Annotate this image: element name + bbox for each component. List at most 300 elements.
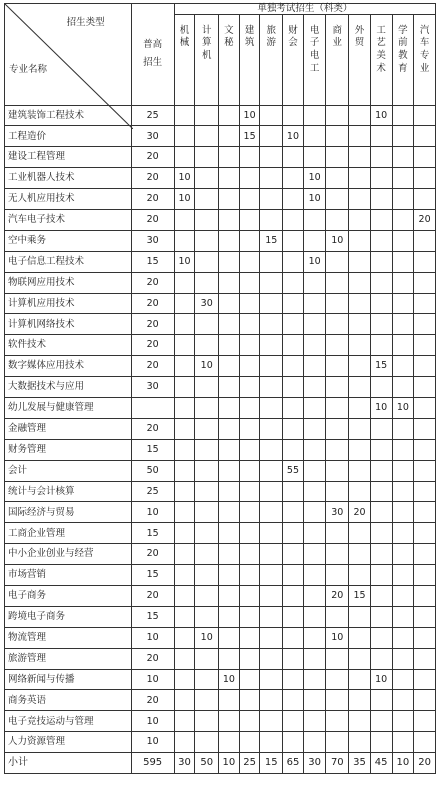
quota-cell bbox=[349, 544, 371, 565]
quota-cell: 10 bbox=[174, 251, 195, 272]
quota-cell bbox=[370, 481, 392, 502]
quota-cell: 10 bbox=[239, 105, 260, 126]
quota-cell bbox=[326, 377, 349, 398]
quota-cell bbox=[303, 397, 326, 418]
table-row bbox=[5, 648, 436, 669]
quota-cell bbox=[326, 356, 349, 377]
quota-cell bbox=[392, 585, 414, 606]
quota-cell bbox=[414, 293, 436, 314]
major-name-cell: 建设工程管理 bbox=[5, 147, 132, 168]
quota-cell bbox=[174, 565, 195, 586]
quota-cell bbox=[370, 251, 392, 272]
table-row bbox=[5, 335, 436, 356]
quota-cell bbox=[219, 418, 240, 439]
quota-cell bbox=[349, 732, 371, 753]
quota-cell bbox=[414, 669, 436, 690]
quota-cell bbox=[283, 585, 304, 606]
quota-cell bbox=[414, 251, 436, 272]
table-row bbox=[5, 314, 436, 335]
major-name-cell: 商务英语 bbox=[5, 690, 132, 711]
quota-cell bbox=[239, 711, 260, 732]
table-body bbox=[5, 105, 436, 774]
quota-cell bbox=[370, 230, 392, 251]
quota-cell bbox=[392, 669, 414, 690]
quota-cell bbox=[414, 544, 436, 565]
quota-cell: 30 bbox=[326, 502, 349, 523]
quota-cell bbox=[414, 690, 436, 711]
quota-cell bbox=[174, 544, 195, 565]
quota-cell bbox=[174, 397, 195, 418]
quota-cell bbox=[174, 230, 195, 251]
quota-cell: 10 bbox=[370, 105, 392, 126]
quota-cell bbox=[174, 377, 195, 398]
quota-cell bbox=[303, 523, 326, 544]
quota-cell bbox=[349, 168, 371, 189]
quota-cell bbox=[349, 439, 371, 460]
quota-cell bbox=[283, 565, 304, 586]
major-name-cell: 电子竞技运动与管理 bbox=[5, 711, 132, 732]
general-exam-cell bbox=[131, 397, 174, 418]
quota-cell bbox=[283, 627, 304, 648]
quota-cell bbox=[283, 314, 304, 335]
quota-cell bbox=[174, 209, 195, 230]
table-row bbox=[5, 209, 436, 230]
general-exam-cell: 20 bbox=[131, 314, 174, 335]
quota-cell bbox=[349, 648, 371, 669]
quota-cell bbox=[260, 732, 283, 753]
major-name-cell: 金融管理 bbox=[5, 418, 132, 439]
table-row bbox=[5, 690, 436, 711]
subcategory-header: 外 贸 bbox=[349, 14, 371, 105]
quota-cell bbox=[260, 711, 283, 732]
quota-cell bbox=[326, 648, 349, 669]
quota-cell bbox=[195, 418, 219, 439]
major-name-cell: 物流管理 bbox=[5, 627, 132, 648]
quota-cell bbox=[326, 711, 349, 732]
quota-cell bbox=[326, 669, 349, 690]
quota-cell bbox=[414, 168, 436, 189]
quota-cell bbox=[219, 209, 240, 230]
quota-cell bbox=[283, 147, 304, 168]
quota-cell bbox=[219, 460, 240, 481]
quota-cell bbox=[195, 147, 219, 168]
quota-cell bbox=[370, 189, 392, 210]
quota-cell bbox=[326, 105, 349, 126]
general-exam-cell: 25 bbox=[131, 481, 174, 502]
major-name-cell: 旅游管理 bbox=[5, 648, 132, 669]
quota-cell bbox=[260, 481, 283, 502]
quota-cell bbox=[260, 502, 283, 523]
quota-cell bbox=[349, 711, 371, 732]
quota-cell bbox=[195, 585, 219, 606]
quota-cell bbox=[283, 335, 304, 356]
subcategory-header: 旅 游 bbox=[260, 14, 283, 105]
quota-cell bbox=[283, 105, 304, 126]
general-exam-cell: 20 bbox=[131, 209, 174, 230]
quota-cell bbox=[174, 585, 195, 606]
quota-cell bbox=[370, 606, 392, 627]
major-name-cell: 人力资源管理 bbox=[5, 732, 132, 753]
major-name-cell: 跨境电子商务 bbox=[5, 606, 132, 627]
quota-cell bbox=[283, 690, 304, 711]
quota-cell bbox=[260, 460, 283, 481]
major-name-cell: 计算机应用技术 bbox=[5, 293, 132, 314]
quota-cell bbox=[219, 272, 240, 293]
quota-cell bbox=[283, 606, 304, 627]
quota-cell bbox=[414, 565, 436, 586]
table-row bbox=[5, 251, 436, 272]
quota-cell bbox=[414, 230, 436, 251]
quota-cell bbox=[414, 126, 436, 147]
subcategory-header: 学 前 教 育 bbox=[392, 14, 414, 105]
quota-cell bbox=[283, 230, 304, 251]
quota-cell bbox=[370, 126, 392, 147]
quota-cell bbox=[195, 502, 219, 523]
quota-cell bbox=[370, 460, 392, 481]
quota-cell bbox=[349, 523, 371, 544]
major-name-cell: 空中乘务 bbox=[5, 230, 132, 251]
quota-cell bbox=[260, 335, 283, 356]
quota-cell bbox=[349, 627, 371, 648]
quota-cell bbox=[326, 272, 349, 293]
quota-cell bbox=[303, 690, 326, 711]
quota-cell bbox=[195, 397, 219, 418]
table-row bbox=[5, 606, 436, 627]
quota-cell bbox=[370, 627, 392, 648]
quota-cell bbox=[326, 209, 349, 230]
quota-cell: 10 bbox=[326, 230, 349, 251]
quota-cell bbox=[239, 690, 260, 711]
quota-cell bbox=[349, 126, 371, 147]
quota-cell bbox=[392, 648, 414, 669]
general-exam-cell: 30 bbox=[131, 377, 174, 398]
quota-cell bbox=[283, 669, 304, 690]
quota-cell bbox=[303, 377, 326, 398]
quota-cell bbox=[260, 189, 283, 210]
quota-cell bbox=[239, 272, 260, 293]
quota-cell bbox=[370, 732, 392, 753]
quota-cell bbox=[219, 168, 240, 189]
quota-cell bbox=[260, 168, 283, 189]
quota-cell bbox=[349, 189, 371, 210]
table-row bbox=[5, 460, 436, 481]
quota-cell bbox=[219, 439, 240, 460]
general-exam-cell: 15 bbox=[131, 606, 174, 627]
quota-cell bbox=[326, 690, 349, 711]
quota-cell bbox=[174, 105, 195, 126]
quota-cell bbox=[303, 460, 326, 481]
quota-cell bbox=[219, 544, 240, 565]
subcategory-header: 电 子 电 工 bbox=[303, 14, 326, 105]
major-name-cell: 计算机网络技术 bbox=[5, 314, 132, 335]
quota-cell bbox=[219, 711, 240, 732]
quota-cell bbox=[174, 502, 195, 523]
enrollment-table-container bbox=[4, 3, 436, 774]
quota-cell bbox=[370, 314, 392, 335]
quota-cell bbox=[303, 481, 326, 502]
quota-cell bbox=[283, 272, 304, 293]
quota-cell bbox=[392, 502, 414, 523]
subcategory-header: 建 筑 bbox=[239, 14, 260, 105]
diagonal-header-cell bbox=[5, 4, 132, 106]
quota-cell bbox=[260, 606, 283, 627]
quota-cell bbox=[195, 606, 219, 627]
general-exam-cell: 20 bbox=[131, 648, 174, 669]
major-name-cell: 工程造价 bbox=[5, 126, 132, 147]
subcategory-header: 汽 车 专 业 bbox=[414, 14, 436, 105]
quota-cell bbox=[219, 251, 240, 272]
table-row bbox=[5, 293, 436, 314]
quota-cell bbox=[303, 502, 326, 523]
quota-cell bbox=[303, 230, 326, 251]
quota-cell bbox=[239, 481, 260, 502]
quota-cell: 55 bbox=[283, 460, 304, 481]
quota-cell bbox=[239, 209, 260, 230]
quota-cell bbox=[326, 439, 349, 460]
quota-cell bbox=[260, 377, 283, 398]
table-row bbox=[5, 418, 436, 439]
major-name-cell: 软件技术 bbox=[5, 335, 132, 356]
quota-cell: 10 bbox=[392, 753, 414, 774]
quota-cell bbox=[219, 481, 240, 502]
major-name-cell: 市场营销 bbox=[5, 565, 132, 586]
general-exam-cell: 30 bbox=[131, 126, 174, 147]
quota-cell bbox=[239, 460, 260, 481]
quota-cell bbox=[260, 418, 283, 439]
quota-cell bbox=[260, 126, 283, 147]
quota-cell bbox=[219, 377, 240, 398]
table-row bbox=[5, 377, 436, 398]
quota-cell bbox=[326, 418, 349, 439]
quota-cell bbox=[349, 230, 371, 251]
quota-cell bbox=[414, 377, 436, 398]
total-row bbox=[5, 753, 436, 774]
header-general-exam bbox=[131, 4, 174, 106]
table-row bbox=[5, 669, 436, 690]
quota-cell: 10 bbox=[174, 168, 195, 189]
table-row bbox=[5, 732, 436, 753]
quota-cell bbox=[349, 418, 371, 439]
quota-cell bbox=[303, 711, 326, 732]
total-label: 小计 bbox=[5, 753, 132, 774]
general-exam-cell: 10 bbox=[131, 732, 174, 753]
table-row bbox=[5, 502, 436, 523]
quota-cell bbox=[260, 439, 283, 460]
quota-cell bbox=[219, 648, 240, 669]
general-exam-cell: 10 bbox=[131, 627, 174, 648]
quota-cell bbox=[326, 397, 349, 418]
quota-cell bbox=[260, 356, 283, 377]
quota-cell bbox=[370, 439, 392, 460]
quota-cell bbox=[370, 335, 392, 356]
quota-cell bbox=[174, 314, 195, 335]
quota-cell: 70 bbox=[326, 753, 349, 774]
table-row bbox=[5, 627, 436, 648]
quota-cell bbox=[303, 293, 326, 314]
major-name-cell: 无人机应用技术 bbox=[5, 189, 132, 210]
quota-cell bbox=[260, 105, 283, 126]
quota-cell bbox=[195, 690, 219, 711]
quota-cell: 10 bbox=[283, 126, 304, 147]
quota-cell bbox=[326, 460, 349, 481]
quota-cell bbox=[195, 544, 219, 565]
quota-cell bbox=[219, 523, 240, 544]
subcategory-header: 计 算 机 bbox=[195, 14, 219, 105]
general-exam-cell: 20 bbox=[131, 293, 174, 314]
quota-cell bbox=[174, 690, 195, 711]
quota-cell bbox=[326, 189, 349, 210]
quota-cell: 30 bbox=[195, 293, 219, 314]
quota-cell: 15 bbox=[260, 230, 283, 251]
quota-cell bbox=[326, 606, 349, 627]
quota-cell bbox=[283, 397, 304, 418]
quota-cell: 20 bbox=[414, 753, 436, 774]
quota-cell bbox=[195, 126, 219, 147]
quota-cell bbox=[349, 105, 371, 126]
quota-cell: 15 bbox=[239, 126, 260, 147]
quota-cell bbox=[303, 732, 326, 753]
quota-cell bbox=[392, 293, 414, 314]
quota-cell bbox=[219, 502, 240, 523]
quota-cell: 10 bbox=[326, 627, 349, 648]
quota-cell bbox=[414, 418, 436, 439]
quota-cell bbox=[239, 147, 260, 168]
header-general-exam-label: 普高 招生 bbox=[143, 39, 163, 69]
major-name-cell: 中小企业创业与经营 bbox=[5, 544, 132, 565]
quota-cell bbox=[195, 648, 219, 669]
quota-cell bbox=[303, 585, 326, 606]
general-exam-cell: 10 bbox=[131, 669, 174, 690]
quota-cell bbox=[326, 335, 349, 356]
quota-cell bbox=[219, 690, 240, 711]
quota-cell bbox=[239, 189, 260, 210]
quota-cell bbox=[349, 293, 371, 314]
quota-cell bbox=[260, 251, 283, 272]
quota-cell bbox=[303, 439, 326, 460]
quota-cell bbox=[303, 544, 326, 565]
quota-cell bbox=[239, 565, 260, 586]
subcategory-header: 商 业 bbox=[326, 14, 349, 105]
quota-cell bbox=[239, 585, 260, 606]
quota-cell bbox=[239, 606, 260, 627]
quota-cell bbox=[239, 418, 260, 439]
quota-cell bbox=[260, 669, 283, 690]
header-independent-exam: 单独考试招生（科类） bbox=[174, 4, 435, 15]
major-name-cell: 财务管理 bbox=[5, 439, 132, 460]
table-row bbox=[5, 356, 436, 377]
quota-cell bbox=[326, 544, 349, 565]
quota-cell bbox=[392, 314, 414, 335]
major-name-cell: 大数据技术与应用 bbox=[5, 377, 132, 398]
quota-cell bbox=[349, 335, 371, 356]
quota-cell bbox=[326, 565, 349, 586]
quota-cell: 10 bbox=[303, 189, 326, 210]
quota-cell: 50 bbox=[195, 753, 219, 774]
quota-cell bbox=[303, 105, 326, 126]
quota-cell bbox=[392, 356, 414, 377]
quota-cell bbox=[370, 377, 392, 398]
quota-cell: 10 bbox=[195, 356, 219, 377]
quota-cell bbox=[195, 565, 219, 586]
quota-cell bbox=[195, 251, 219, 272]
header-enrollment-type: 招生类型 bbox=[66, 17, 105, 28]
table-row bbox=[5, 481, 436, 502]
general-exam-cell: 30 bbox=[131, 230, 174, 251]
quota-cell bbox=[283, 502, 304, 523]
quota-cell: 10 bbox=[370, 669, 392, 690]
quota-cell bbox=[303, 272, 326, 293]
quota-cell bbox=[414, 439, 436, 460]
quota-cell bbox=[370, 293, 392, 314]
quota-cell bbox=[392, 189, 414, 210]
quota-cell bbox=[219, 606, 240, 627]
quota-cell bbox=[414, 606, 436, 627]
subcategory-header: 机 械 bbox=[174, 14, 195, 105]
quota-cell: 20 bbox=[349, 502, 371, 523]
quota-cell bbox=[392, 335, 414, 356]
quota-cell bbox=[195, 314, 219, 335]
quota-cell bbox=[303, 147, 326, 168]
quota-cell bbox=[414, 627, 436, 648]
quota-cell: 30 bbox=[174, 753, 195, 774]
major-name-cell: 汽车电子技术 bbox=[5, 209, 132, 230]
header-major-name: 专业名称 bbox=[9, 64, 48, 75]
quota-cell bbox=[349, 606, 371, 627]
quota-cell bbox=[195, 168, 219, 189]
major-name-cell: 电子商务 bbox=[5, 585, 132, 606]
enrollment-table bbox=[4, 3, 436, 774]
quota-cell bbox=[174, 523, 195, 544]
quota-cell: 30 bbox=[303, 753, 326, 774]
quota-cell bbox=[349, 147, 371, 168]
major-name-cell: 数字媒体应用技术 bbox=[5, 356, 132, 377]
quota-cell bbox=[283, 209, 304, 230]
quota-cell bbox=[239, 168, 260, 189]
quota-cell bbox=[174, 606, 195, 627]
quota-cell bbox=[195, 272, 219, 293]
quota-cell bbox=[195, 732, 219, 753]
quota-cell bbox=[414, 105, 436, 126]
quota-cell bbox=[219, 732, 240, 753]
quota-cell bbox=[260, 648, 283, 669]
major-name-cell: 工业机器人技术 bbox=[5, 168, 132, 189]
quota-cell bbox=[392, 565, 414, 586]
quota-cell bbox=[326, 126, 349, 147]
quota-cell bbox=[414, 732, 436, 753]
quota-cell bbox=[283, 377, 304, 398]
quota-cell bbox=[239, 627, 260, 648]
quota-cell bbox=[392, 147, 414, 168]
quota-cell bbox=[349, 209, 371, 230]
quota-cell bbox=[326, 732, 349, 753]
quota-cell bbox=[260, 314, 283, 335]
general-exam-cell: 20 bbox=[131, 335, 174, 356]
quota-cell bbox=[414, 481, 436, 502]
major-name-cell: 物联网应用技术 bbox=[5, 272, 132, 293]
quota-cell bbox=[349, 356, 371, 377]
quota-cell bbox=[414, 147, 436, 168]
quota-cell bbox=[326, 168, 349, 189]
general-exam-cell: 20 bbox=[131, 544, 174, 565]
quota-cell bbox=[349, 377, 371, 398]
quota-cell bbox=[370, 418, 392, 439]
quota-cell bbox=[283, 711, 304, 732]
quota-cell bbox=[283, 544, 304, 565]
table-row bbox=[5, 230, 436, 251]
general-exam-cell: 10 bbox=[131, 711, 174, 732]
table-row bbox=[5, 397, 436, 418]
quota-cell bbox=[414, 460, 436, 481]
